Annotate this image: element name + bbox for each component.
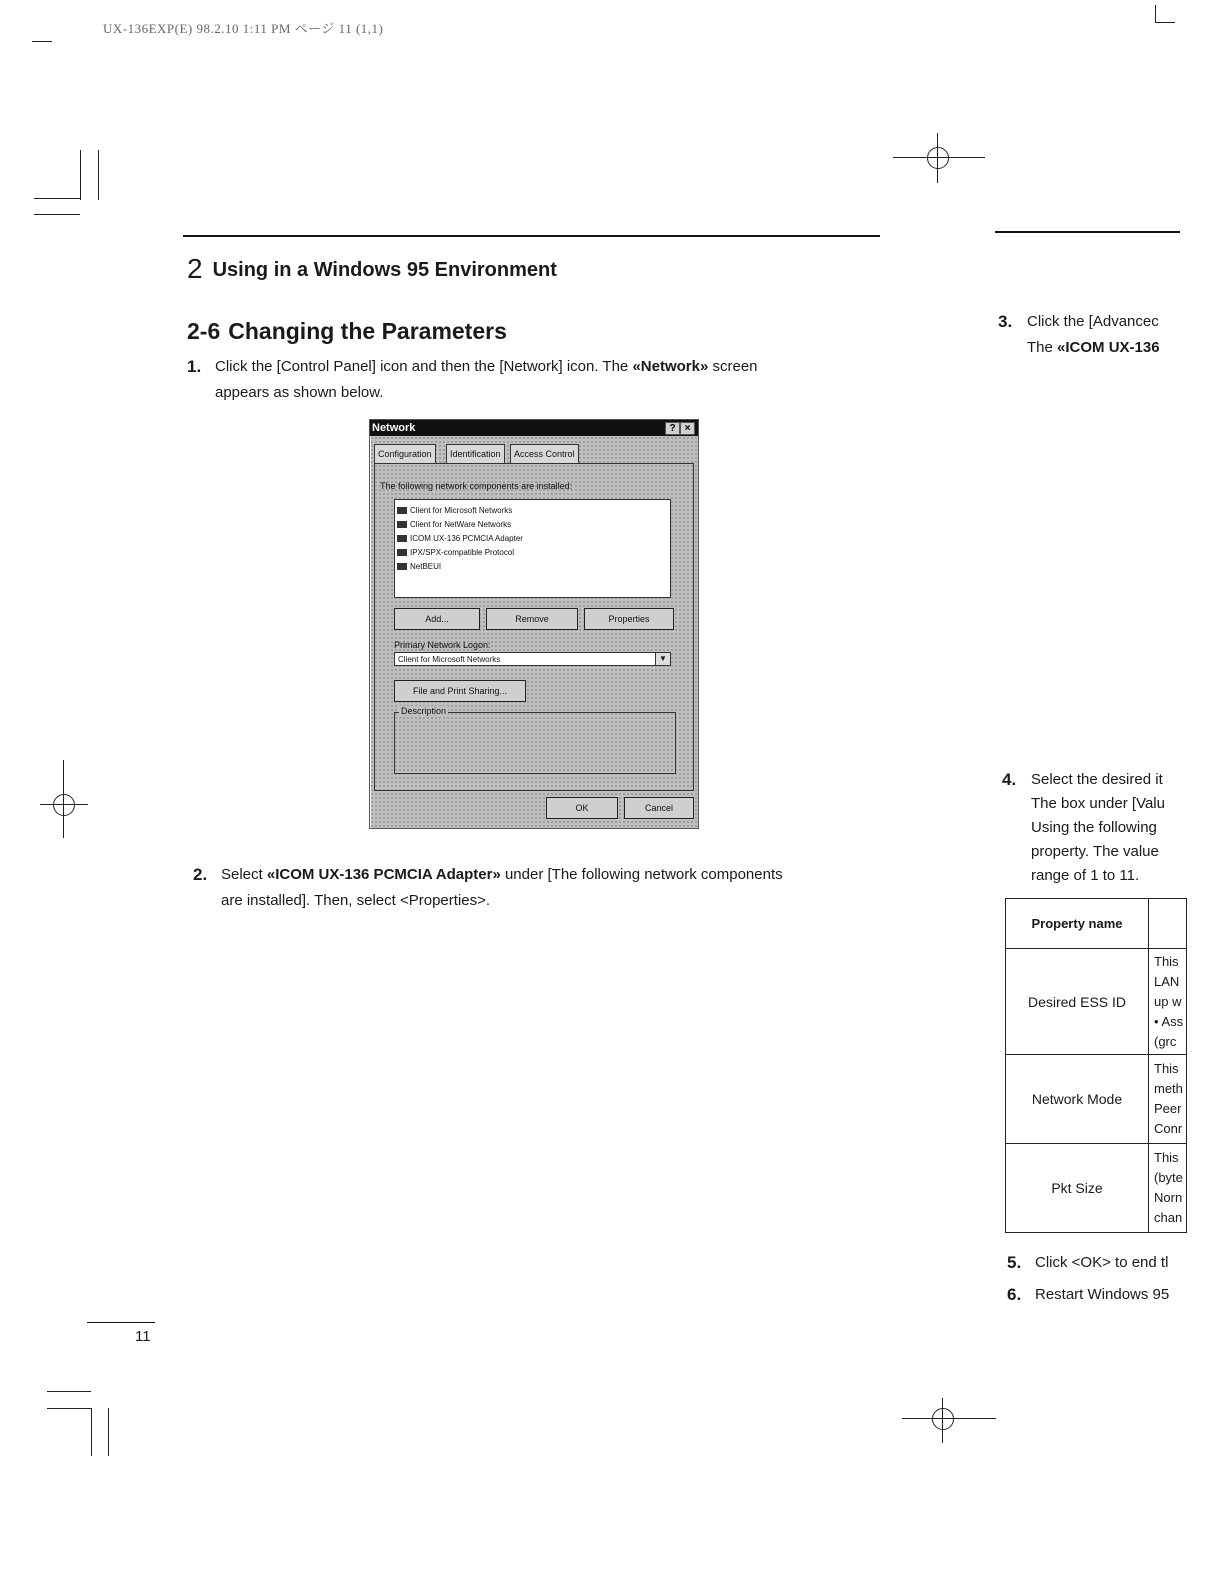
step-text: The «ICOM UX-136 [1027, 339, 1160, 356]
add-button[interactable]: Add... [394, 608, 480, 630]
logon-select[interactable]: Client for Microsoft Networks ▼ [394, 652, 671, 666]
step-text: Select «ICOM UX-136 PCMCIA Adapter» under [The following network components [221, 866, 783, 883]
crop-mark [91, 1408, 92, 1456]
step-number: 2. [193, 865, 208, 884]
step-text: Restart Windows 95 [1035, 1286, 1170, 1303]
table-row [1006, 1144, 1187, 1233]
list-item[interactable]: Client for Microsoft Networks [397, 506, 512, 515]
step-number: 1. [187, 357, 202, 376]
table-row [1006, 1055, 1187, 1144]
property-name: Network Mode [1006, 1055, 1149, 1144]
help-icon[interactable]: ? [665, 422, 680, 435]
step-number: 6. [1007, 1285, 1022, 1304]
chevron-down-icon: ▼ [655, 653, 670, 665]
property-table [1005, 898, 1187, 1233]
dialog-titlebar [370, 420, 698, 436]
crop-mark [34, 198, 80, 199]
table-row [1006, 949, 1187, 1055]
section-title-text: Changing the Parameters [228, 318, 507, 344]
step-text: range of 1 to 11. [1031, 867, 1140, 884]
header-rule [183, 235, 880, 237]
step-text: Click the [Control Panel] icon and then the [Network] icon. The «Network» screen [215, 358, 758, 375]
step-text: Click the [Advancec [1027, 313, 1159, 330]
print-slug: UX-136EXP(E) 98.2.10 1:11 PM ページ 11 (1,1) [103, 21, 384, 36]
crop-mark [34, 214, 80, 215]
network-dialog-screenshot [369, 419, 699, 829]
column-header [1149, 899, 1187, 949]
ok-button[interactable]: OK [546, 797, 618, 819]
page-number-rule [87, 1322, 155, 1323]
crop-mark [98, 150, 99, 200]
tab-access-control[interactable]: Access Control [510, 444, 579, 463]
step-text: Using the following [1031, 819, 1157, 836]
tab-identification[interactable]: Identification [446, 444, 505, 463]
chapter-title-text: Using in a Windows 95 Environment [212, 259, 557, 281]
close-icon[interactable]: × [680, 422, 695, 435]
crop-mark [80, 150, 81, 200]
cancel-button[interactable]: Cancel [624, 797, 694, 819]
list-item[interactable]: IPX/SPX-compatible Protocol [397, 548, 514, 557]
step-text: The box under [Valu [1031, 795, 1165, 812]
column-header: Property name [1006, 899, 1149, 949]
property-name: Desired ESS ID [1006, 949, 1149, 1055]
table-header-row [1006, 899, 1187, 949]
logon-label: Primary Network Logon: [394, 640, 491, 650]
description-label: Description [401, 706, 447, 716]
step-text: appears as shown below. [215, 384, 384, 401]
file-print-sharing-button[interactable]: File and Print Sharing... [394, 680, 526, 702]
right-column [995, 0, 1224, 1584]
description-group [394, 706, 676, 774]
step-number: 5. [1007, 1253, 1022, 1272]
crop-mark [32, 41, 52, 42]
list-item[interactable]: Client for NetWare Networks [397, 520, 511, 529]
remove-button[interactable]: Remove [486, 608, 578, 630]
crop-mark [108, 1408, 109, 1456]
step-text: Click <OK> to end tl [1035, 1254, 1169, 1271]
step-text: property. The value [1031, 843, 1159, 860]
section-title [187, 318, 507, 345]
property-description: This (byte Norn chan [1149, 1144, 1187, 1233]
components-list[interactable] [394, 499, 671, 598]
tab-configuration[interactable]: Configuration [374, 444, 436, 463]
crop-mark [47, 1408, 91, 1409]
crop-mark [47, 1391, 91, 1392]
components-label: The following network components are installed: [380, 481, 573, 491]
step-text: are installed]. Then, select <Properties>. [221, 892, 491, 909]
properties-button[interactable]: Properties [584, 608, 674, 630]
chapter-number: 2 [187, 253, 203, 284]
step-number: 3. [998, 312, 1013, 331]
property-name: Pkt Size [1006, 1144, 1149, 1233]
page-number: 11 [135, 1328, 151, 1345]
list-item[interactable]: NetBEUI [397, 562, 441, 571]
section-number: 2-6 [187, 318, 221, 344]
chapter-title [187, 253, 557, 285]
property-description: This meth Peer Conr [1149, 1055, 1187, 1144]
property-description: This LAN up w • Ass (grc [1149, 949, 1187, 1055]
dialog-title: Network [372, 422, 416, 434]
list-item[interactable]: ICOM UX-136 PCMCIA Adapter [397, 534, 523, 543]
step-number: 4. [1002, 770, 1017, 789]
step-text: Select the desired it [1031, 771, 1163, 788]
